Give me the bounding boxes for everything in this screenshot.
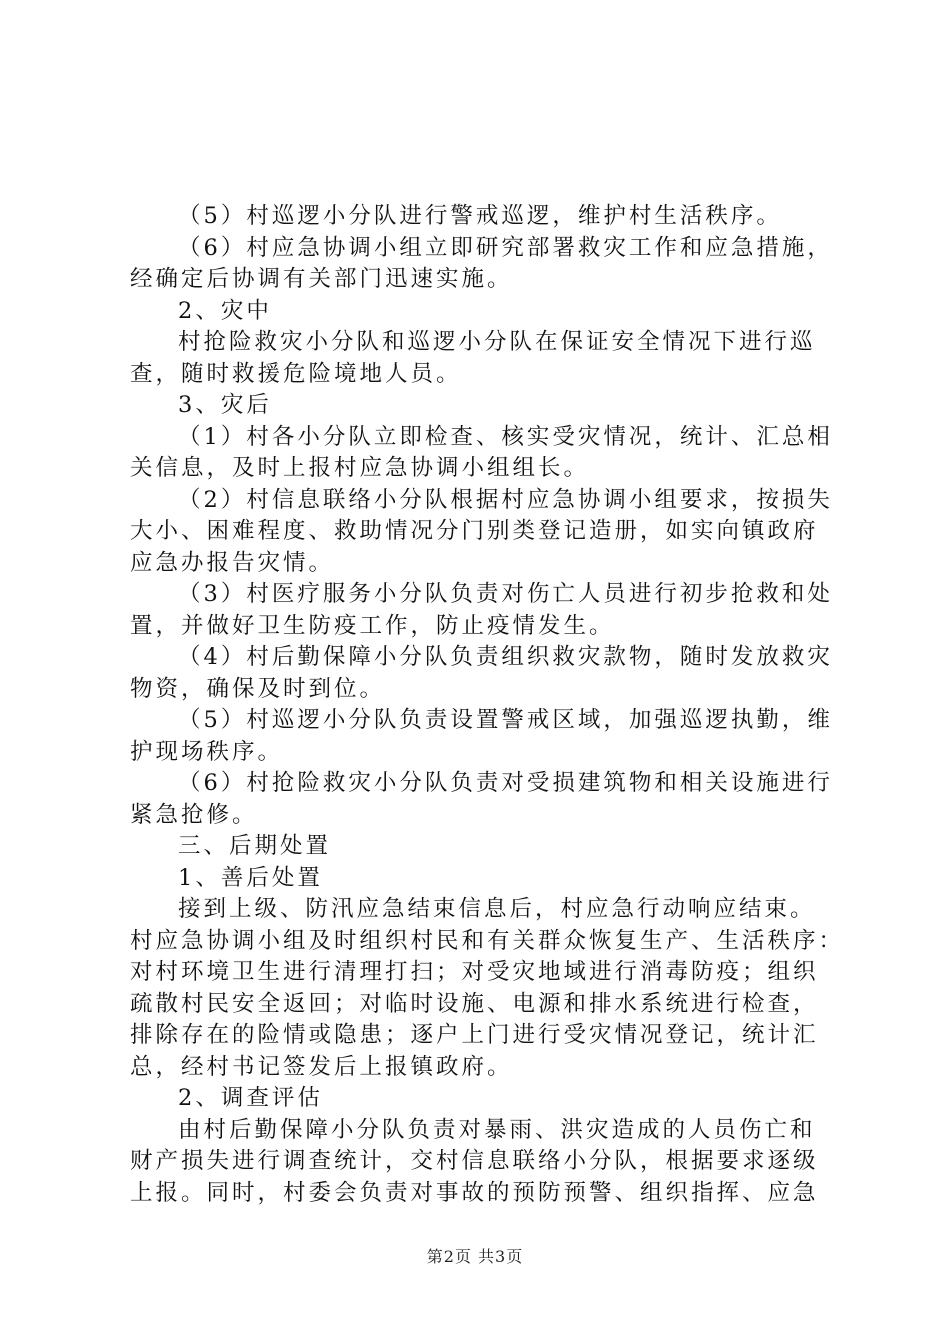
text-line: 由村后勤保障小分队负责对暴雨、洪灾造成的人员伤亡和 — [178, 1116, 816, 1143]
text-line: 物资，确保及时到位。 — [130, 675, 386, 702]
page-number-footer: 第2页 共3页 — [426, 1247, 524, 1266]
text-line: 总，经村书记签发后上报镇政府。 — [130, 1053, 513, 1080]
text-line: 3、灾后 — [178, 392, 272, 418]
text-line: 上报。同时，村委会负责对事故的预防预警、组织指挥、应急 — [130, 1179, 819, 1206]
text-line: （4）村后勤保障小分队负责组织救灾款物，随时发放救灾 — [178, 644, 833, 670]
text-line: 护现场秩序。 — [130, 738, 284, 765]
text-line: 关信息，及时上报村应急协调小组组长。 — [130, 455, 590, 481]
text-line: 2、灾中 — [178, 297, 272, 324]
text-line: 大小、困难程度、救助情况分门别类登记造册，如实向镇政府 — [130, 518, 819, 544]
text-line: 对村环境卫生进行清理打扫；对受灾地域进行消毒防疫；组织 — [130, 959, 819, 985]
text-line: 村抢险救灾小分队和巡逻小分队在保证安全情况下进行巡 — [178, 329, 816, 355]
text-line: 1、善后处置 — [178, 864, 323, 891]
text-line: （6）村抢险救灾小分队负责对受损建筑物和相关设施进行 — [178, 770, 833, 796]
text-line: 查，随时救援危险境地人员。 — [130, 360, 462, 387]
text-line: 2、调查评估 — [178, 1085, 323, 1111]
text-line: （5）村巡逻小分队负责设置警戒区域，加强巡逻执勤，维 — [178, 707, 833, 733]
text-line: 排除存在的险情或隐患；逐户上门进行受灾情况登记，统计汇 — [130, 1022, 819, 1048]
text-line: 三、后期处置 — [178, 833, 332, 859]
document-body — [130, 201, 845, 1209]
text-line: 应急办报告灾情。 — [130, 549, 335, 576]
text-line: 村应急协调小组及时组织村民和有关群众恢复生产、生活秩序： — [130, 927, 845, 954]
text-line: 置，并做好卫生防疫工作，防止疫情发生。 — [130, 612, 615, 639]
text-line: （6）村应急协调小组立即研究部署救灾工作和应急措施， — [178, 234, 833, 261]
text-line: （1）村各小分队立即检查、核实受灾情况，统计、汇总相 — [178, 423, 833, 450]
text-line: （2）村信息联络小分队根据村应急协调小组要求，按损失 — [178, 486, 833, 513]
text-line: 财产损失进行调查统计，交村信息联络小分队，根据要求逐级 — [130, 1148, 819, 1174]
text-line: 经确定后协调有关部门迅速实施。 — [130, 266, 513, 292]
text-line: （3）村医疗服务小分队负责对伤亡人员进行初步抢救和处 — [178, 581, 833, 607]
text-line: 紧急抢修。 — [130, 801, 258, 828]
text-line: 疏散村民安全返回；对临时设施、电源和排水系统进行检查， — [130, 990, 819, 1017]
text-line: 接到上级、防汛应急结束信息后，村应急行动响应结束。 — [178, 896, 816, 922]
text-line: （5）村巡逻小分队进行警戒巡逻，维护村生活秩序。 — [178, 203, 782, 229]
